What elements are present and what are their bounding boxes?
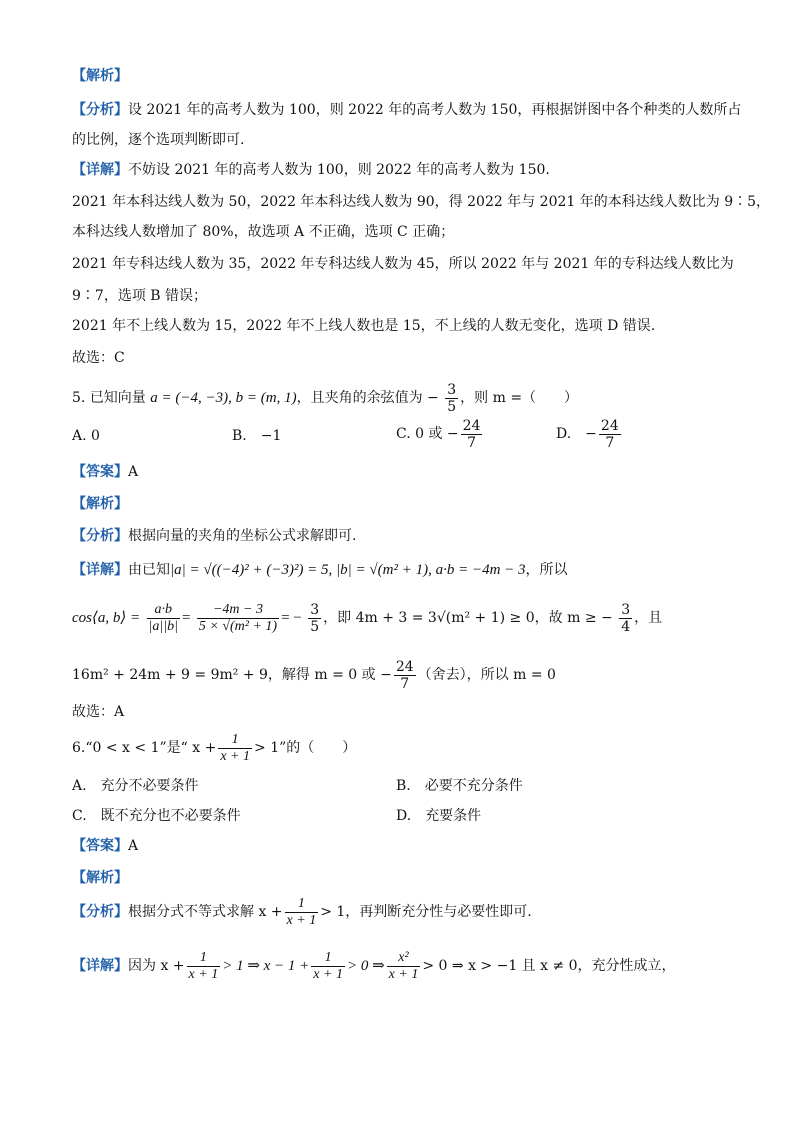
q5-choice: 故选：A bbox=[72, 704, 125, 720]
q5-detail-2-frac4: $\frac{3}{4}$ bbox=[621, 601, 631, 635]
q5-answer: 【答案】A bbox=[72, 464, 139, 480]
q5-stem-c: ，则 m =（ ） bbox=[460, 390, 579, 406]
q4-analysis-text: 设 2021 年的高考人数为 100，则 2022 年的高考人数为 150，再根据饼图中各个种类的人数所占 bbox=[128, 102, 742, 118]
q5-option-c-fraction: $\frac{24}{7}$ bbox=[462, 417, 481, 451]
q5-detail-1: 【详解】由已知|a| = √((−4)² + (−3)²) = 5, |b| = √(m² + 1), a·b = −4m − 3，所以 bbox=[72, 562, 568, 578]
q6-jiexi-heading: 【解析】 bbox=[72, 870, 128, 886]
q6-detail-frac1: $\frac{1}{x + 1}$ bbox=[188, 949, 219, 982]
q5-number: 5. bbox=[72, 390, 86, 406]
q6-analysis: 【分析】根据分式不等式求解 x + $\frac{1}{x + 1}$ > 1，再判断充分性与必要性即可. bbox=[72, 895, 532, 928]
q4-detail-3: 本科达线人数增加了 80%，故选项 A 不正确，选项 C 正确； bbox=[72, 224, 455, 240]
q5-detail-2-frac1: $\frac{a\cdot b}{|a||b|}$ bbox=[148, 601, 178, 634]
q4-detail-4: 2021 年专科达线人数为 35，2022 年专科达线人数为 45，所以 2022 年与 2021 年的专科达线人数比为 bbox=[72, 256, 734, 272]
q6-analysis-fraction: $\frac{1}{x + 1}$ bbox=[286, 895, 317, 928]
q4-detail-1 bbox=[72, 160, 550, 180]
q6-stem-fraction: $\frac{1}{x + 1}$ bbox=[220, 731, 251, 764]
q6-stem: 6.“0 < x < 1”是“ x + $\frac{1}{x + 1}$ > 1”的（ ） bbox=[72, 731, 357, 764]
fenxi-tag: 【分析】 bbox=[72, 102, 128, 118]
q5-option-c: C. 0 或 − $\frac{24}{7}$ bbox=[396, 417, 481, 451]
q4-detail-5: 9∶7，选项 B 错误； bbox=[72, 288, 208, 304]
q6-detail: 【详解】因为 x + $\frac{1}{x + 1}$ > 1 ⇒ x − 1 + $\frac{1}{x + 1}$ > 0 ⇒ $\frac{\text{x²}}{x + 1}$ > 0 ⇒ x > −1 且 x ≠ 0，充分性成立， bbox=[72, 949, 676, 982]
q6-option-b: B. 必要不充分条件 bbox=[396, 778, 523, 794]
q6-option-d: D. 充要条件 bbox=[396, 808, 482, 824]
q6-answer: 【答案】A bbox=[72, 838, 139, 854]
q4-detail-1-text: 不妨设 2021 年的高考人数为 100，则 2022 年的高考人数为 150. bbox=[128, 162, 550, 178]
q5-detail-2-frac3: $\frac{3}{5}$ bbox=[310, 601, 320, 635]
q5-option-b: B. −1 bbox=[232, 428, 282, 444]
q5-cos-fraction: $\frac{3}{5}$ bbox=[447, 381, 457, 415]
q4-choice: 故选：C bbox=[72, 350, 125, 366]
q4-detail-6: 2021 年不上线人数为 15，2022 年不上线人数也是 15，不上线的人数无变化，选项 D 错误. bbox=[72, 318, 656, 334]
q5-analysis: 【分析】根据向量的夹角的坐标公式求解即可. bbox=[72, 528, 357, 544]
q5-detail-2: cos⟨a, b⟩ = $\frac{a\cdot b}{|a||b|}$ = $\frac{-4m - 3}{\text{5 × √(m² + 1)}}$ = − $\frac{3}{5}$ ，即 4m + 3 = 3√(m² + 1) ≥ 0，故 m ≥ − $\frac{3}{4}$ ，且 bbox=[72, 601, 663, 635]
q5-stem bbox=[72, 380, 578, 416]
q5-option-d-fraction: $\frac{24}{7}$ bbox=[600, 417, 619, 451]
q5-detail-2-frac2: $\frac{-4m - 3}{\text{5 × √(m² + 1)}}$ bbox=[198, 601, 278, 634]
q5-stem-b: ，且夹角的余弦值为 − bbox=[296, 390, 439, 406]
q5-option-a: A. 0 bbox=[72, 428, 100, 444]
q5-vectors: a = (−4, −3), b = (m, 1) bbox=[150, 390, 297, 406]
q5-jiexi-heading: 【解析】 bbox=[72, 496, 128, 512]
q4-analysis bbox=[72, 100, 741, 120]
q4-analysis-cont: 的比例，逐个选项判断即可. bbox=[72, 132, 245, 148]
q5-option-d: D. − $\frac{24}{7}$ bbox=[556, 417, 619, 451]
xiangjie-tag: 【详解】 bbox=[72, 162, 128, 178]
q5-stem-a: 已知向量 bbox=[89, 390, 146, 406]
q5-detail-3-fraction: $\frac{24}{7}$ bbox=[395, 658, 414, 692]
q5-detail-3: 16m² + 24m + 9 = 9m² + 9，解得 m = 0 或 − $\frac{24}{7}$ （舍去），所以 m = 0 bbox=[72, 658, 556, 692]
q4-jiexi-heading bbox=[72, 66, 128, 86]
jiexi-tag: 【解析】 bbox=[72, 68, 128, 84]
q6-detail-frac3: $\frac{\text{x²}}{x + 1}$ bbox=[388, 949, 419, 982]
q6-option-a: A. 充分不必要条件 bbox=[72, 778, 199, 794]
q6-number: 6. bbox=[72, 740, 86, 756]
q5-detail-1-math: |a| = √((−4)² + (−3)²) = 5, |b| = √(m² + 1), a·b = −4m − 3 bbox=[170, 562, 526, 578]
q6-option-c: C. 既不充分也不必要条件 bbox=[72, 808, 241, 824]
q6-detail-frac2: $\frac{1}{x + 1}$ bbox=[313, 949, 343, 982]
q4-detail-2: 2021 年本科达线人数为 50，2022 年本科达线人数为 90，得 2022 年与 2021 年的本科达线人数比为 9∶5， bbox=[72, 194, 771, 210]
